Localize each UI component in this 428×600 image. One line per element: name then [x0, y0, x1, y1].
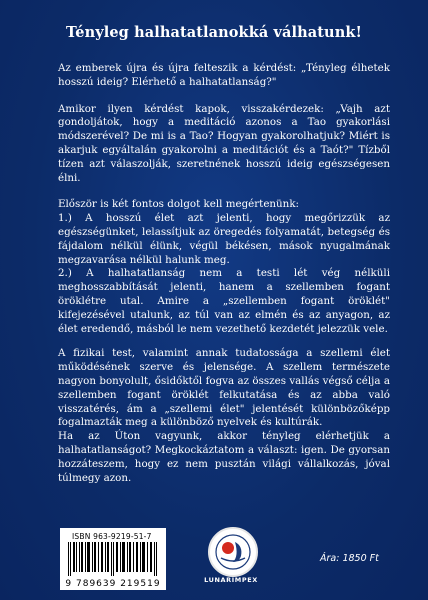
price-label: Ára: 1850 Ft	[320, 553, 379, 564]
paragraph-question: Az emberek újra és újra felteszik a kérdést: „Tényleg élhetek hosszú ideig? Elérhető a halhatatlanság?"	[58, 62, 390, 88]
paragraph-counter-question: Amikor ilyen kérdést kapok, visszakérdezek: „Vajh azt gondoljátok, hogy a meditáció azonos a Tao gyakorlási módszerével? De mi is a Tao? Hogyan gyakorolhatjuk? Miért is akarjuk egyáltalán gyakorolni a meditációt és a Taót?" Tízből tízen azt válaszolják, szeretnének hosszú ideig egészségesen élni.	[58, 102, 390, 184]
publisher-emblem-icon	[215, 534, 251, 570]
blurb-text	[58, 62, 390, 485]
barcode-icon	[66, 542, 160, 576]
paragraph-body-spirit: A fizikai test, valamint annak tudatossága a szellemi élet működésének szerve és jelensége. A szellem természete nagyon bonyolult, ősidőktől fogva az összes vallás végső célja a szellemben fogant öröklét felkutatása és az abba való visszatérés, ám a „szellemi élet" jelentését különbözőképp fogalmazták meg a különböző nyelvek és kultúrák.	[58, 347, 390, 429]
cover-title: Tényleg halhatatlanokká válhatunk!	[66, 24, 362, 41]
publisher-logo	[208, 527, 258, 577]
barcode-number: 9 789639 219519	[65, 579, 161, 589]
paragraph-point-2: 2.) A halhatatlanság nem a testi lét vég nélküli meghosszabbítását jelenti, hanem a szellemben fogant öröklétre utal. Amire a „szellemben fogant öröklét" kifejezésével utalunk, az túl van az elmén és az anyagon, az élet eredendő, másból le nem vezethető kezdetét jelezzük vele.	[58, 267, 390, 335]
barcode-label	[60, 528, 166, 590]
paragraph-point-1: 1.) A hosszú élet azt jelenti, hogy megőrizzük az egészségünket, lelassítjuk az öregedés folyamatát, betegség és fájdalom nélkül élünk, végül békésen, mások nyugalmának megzavarása nélkül halunk meg.	[58, 212, 390, 266]
publisher-name: LUNARIMPEX	[204, 576, 258, 584]
paragraph-intro: Először is két fontos dolgot kell megértenünk:	[58, 198, 300, 211]
paragraph-conclusion: Ha az Úton vagyunk, akkor tényleg elérhetjük a halhatatlanságot? Megkockáztatom a választ: igen. De gyorsan hozzáteszem, hogy ez nem pusztán világi vállalkozás, jóval túlmegy azon.	[58, 430, 390, 484]
isbn-text: ISBN 963-9219-51-7	[72, 532, 152, 541]
